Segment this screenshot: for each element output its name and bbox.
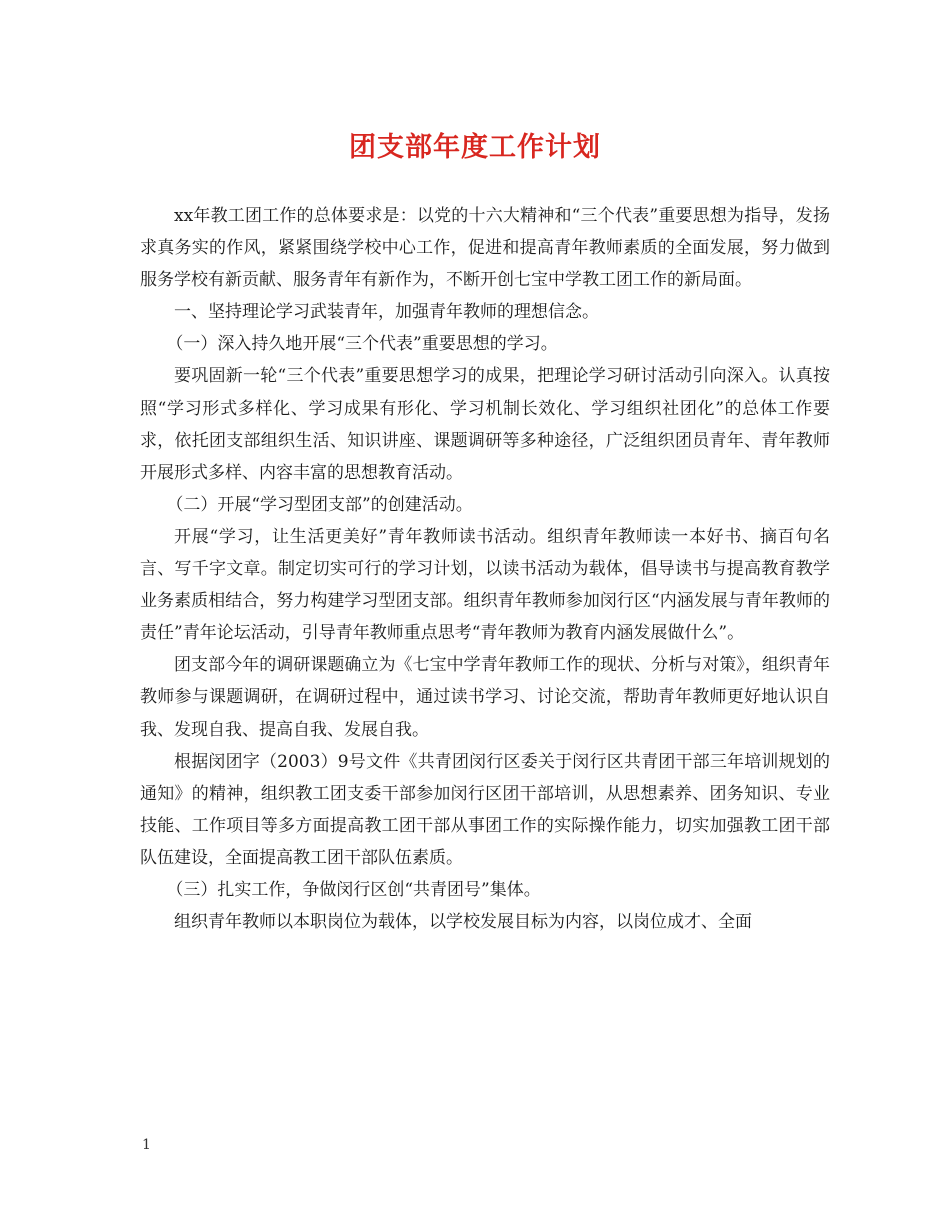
paragraph: 根据闵团字（2003）9号文件《共青团闵行区委关于闵行区共青团干部三年培训规划的通知》的精神，组织教工团支委干部参加闵行区团干部培训，从思想素养、团务知识、专业技能、工作项目等多方面提高教工团干部从事团工作的实际操作能力，切实加强教工团干部队伍建设，全面提高教工团干部队伍素质。	[140, 751, 830, 868]
paragraph: 开展“学习，让生活更美好”青年教师读书活动。组织青年教师读一本好书、摘百句名言、写千字文章。制定切实可行的学习计划，以读书活动为载体，倡导读书与提高教育教学业务素质相结合，努力构建学习型团支部。组织青年教师参加闵行区“内涵发展与青年教师的责任”青年论坛活动，引导青年教师重点思考“青年教师为教育内涵发展做什么”。	[140, 526, 830, 644]
document-body	[140, 200, 830, 938]
subsection-heading: （二）开展“学习型团支部”的创建活动。	[166, 494, 473, 515]
paragraph: xx年教工团工作的总体要求是：以党的十六大精神和“三个代表”重要思想为指导，发扬求真务实的作风，紧紧围绕学校中心工作，促进和提高青年教师素质的全面发展，努力做到服务学校有新贡献、服务青年有新作为，不断开创七宝中学教工团工作的新局面。	[140, 206, 830, 291]
page-number: 1	[142, 1137, 151, 1153]
paragraph: 组织青年教师以本职岗位为载体，以学校发展目标为内容，以岗位成才、全面	[174, 912, 752, 933]
document-title: 团支部年度工作计划	[349, 132, 601, 163]
subsection-heading: （一）深入持久地开展“三个代表”重要思想的学习。	[166, 334, 558, 355]
subsection-heading: （三）扎实工作，争做闵行区创“共青团号”集体。	[166, 879, 541, 900]
paragraph: 团支部今年的调研课题确立为《七宝中学青年教师工作的现状、分析与对策》，组织青年教师参与课题调研，在调研过程中，通过读书学习、讨论交流，帮助青年教师更好地认识自我、发现自我、提高自我、发展自我。	[140, 655, 830, 740]
paragraph: 要巩固新一轮“三个代表”重要思想学习的成果，把理论学习研讨活动引向深入。认真按照“学习形式多样化、学习成果有形化、学习机制长效化、学习组织社团化”的总体工作要求，依托团支部组织生活、知识讲座、课题调研等多种途径，广泛组织团员青年、青年教师开展形式多样、内容丰富的思想教育活动。	[140, 366, 830, 483]
section-heading: 一、坚持理论学习武装青年，加强青年教师的理想信念。	[174, 302, 599, 323]
